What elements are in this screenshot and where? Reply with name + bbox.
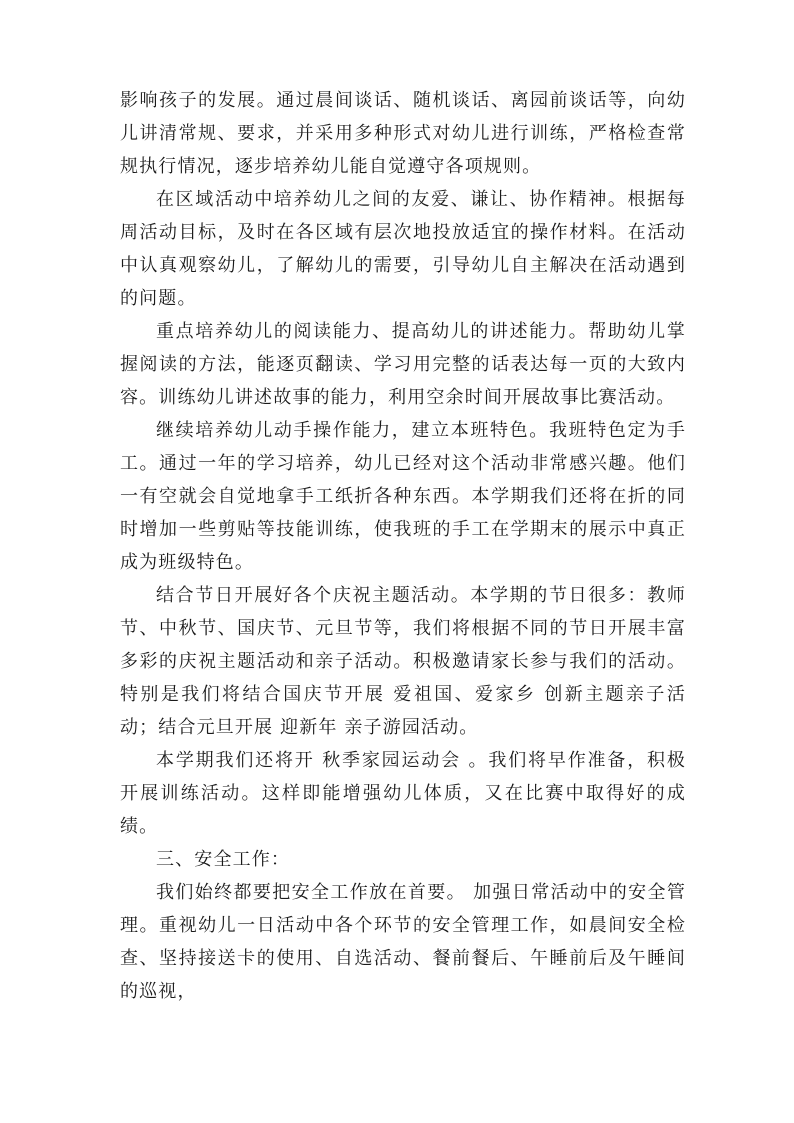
paragraph-handcraft-feature: 继续培养幼儿动手操作能力，建立本班特色。我班特色定为手工。通过一年的学习培养，幼儿已经对这个活动非常感兴趣。他们一有空就会自觉地拿手工纸折各种东西。本学期我们还将在折的同时增加一些剪贴等技能训练，使我班的手工在学期末的展示中真正成为班级特色。 bbox=[120, 420, 686, 573]
paragraph-reading-ability: 重点培养幼儿的阅读能力、提高幼儿的讲述能力。帮助幼儿掌握阅读的方法，能逐页翻读、学习用完整的话表达每一页的大致内容。训练幼儿讲述故事的能力，利用空余时间开展故事比赛活动。 bbox=[120, 321, 686, 408]
paragraph-safety-management: 我们始终都要把安全工作放在首要。 加强日常活动中的安全管理。重视幼儿一日活动中各个环节的安全管理工作，如晨间安全检查、坚持接送卡的使用、自选活动、餐前餐后、午睡前后及午睡间的巡视， bbox=[120, 882, 686, 1002]
paragraph-sports-meeting: 本学期我们还将开 秋季家园运动会 。我们将早作准备，积极开展训练活动。这样即能增强幼儿体质，又在比赛中取得好的成绩。 bbox=[120, 750, 686, 837]
paragraph-festival-activities: 结合节日开展好各个庆祝主题活动。本学期的节日很多：教师节、中秋节、国庆节、元旦节等，我们将根据不同的节日开展丰富多彩的庆祝主题活动和亲子活动。积极邀请家长参与我们的活动。特别是我们将结合国庆节开展 爱祖国、爱家乡 创新主题亲子活动；结合元旦开展 迎新年 亲子游园活动。 bbox=[120, 585, 686, 738]
paragraph-area-activities: 在区域活动中培养幼儿之间的友爱、谦让、协作精神。根据每周活动目标，及时在各区域有层次地投放适宜的操作材料。在活动中认真观察幼儿，了解幼儿的需要，引导幼儿自主解决在活动遇到的问题。 bbox=[120, 189, 686, 309]
section-heading-safety: 三、安全工作： bbox=[156, 849, 291, 870]
paragraph-routine-training: 影响孩子的发展。通过晨间谈话、随机谈话、离园前谈话等，向幼儿讲清常规、要求，并采用多种形式对幼儿进行训练，严格检查常规执行情况，逐步培养幼儿能自觉遵守各项规则。 bbox=[120, 90, 686, 177]
document-body bbox=[120, 84, 686, 1008]
